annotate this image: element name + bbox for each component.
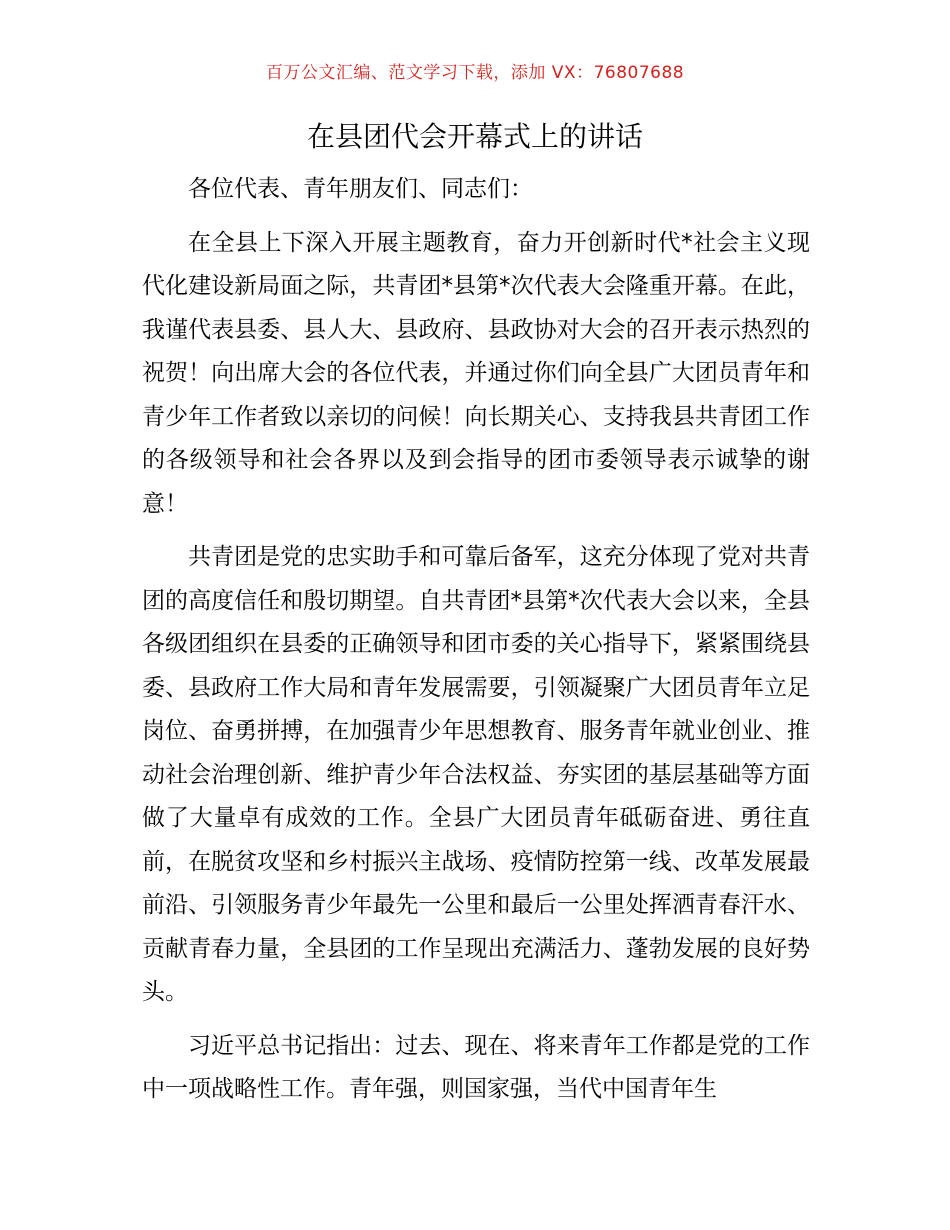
paragraph-achievements: 共青团是党的忠实助手和可靠后备军，这充分体现了党对共青团的高度信任和殷切期望。自共青团*县第*次代表大会以来，全县各级团组织在县委的正确领导和团市委的关心指导下，紧紧围绕县委、县政府工作大局和青年发展需要，引领凝聚广大团员青年立足岗位、奋勇拼搏，在加强青少年思想教育、服务青年就业创业、推动社会治理创新、维护青少年合法权益、夯实团的基层基础等方面做了大量卓有成效的工作。全县广大团员青年砥砺奋进、勇往直前，在脱贫攻坚和乡村振兴主战场、疫情防控第一线、改革发展最前沿、引领服务青少年最先一公里和最后一公里处挥洒青春汗水、贡献青春力量，全县团的工作呈现出充满活力、蓬勃发展的良好势头。 — [142, 544, 810, 1005]
paragraph-opening: 在全县上下深入开展主题教育，奋力开创新时代*社会主义现代化建设新局面之际，共青团*县第*次代表大会隆重开幕。在此，我谨代表县委、县人大、县政府、县政协对大会的召开表示热烈的祝贺！向出席大会的各位代表，并通过你们向全县广大团员青年和青少年工作者致以亲切的问候！向长期关心、支持我县共青团工作的各级领导和社会各界以及到会指导的团市委领导表示诚挚的谢意！ — [142, 229, 810, 517]
paragraph-quote: 习近平总书记指出：过去、现在、将来青年工作都是党的工作中一项战略性工作。青年强，则国家强，当代中国青年生 — [142, 1032, 810, 1102]
document-body — [142, 168, 810, 1122]
page-title: 在县团代会开幕式上的讲话 — [306, 120, 643, 153]
header-watermark-note: 百万公文汇编、范文学习下载，添加 VX：76807688 — [265, 63, 685, 83]
salutation: 各位代表、青年朋友们、同志们： — [188, 176, 533, 202]
